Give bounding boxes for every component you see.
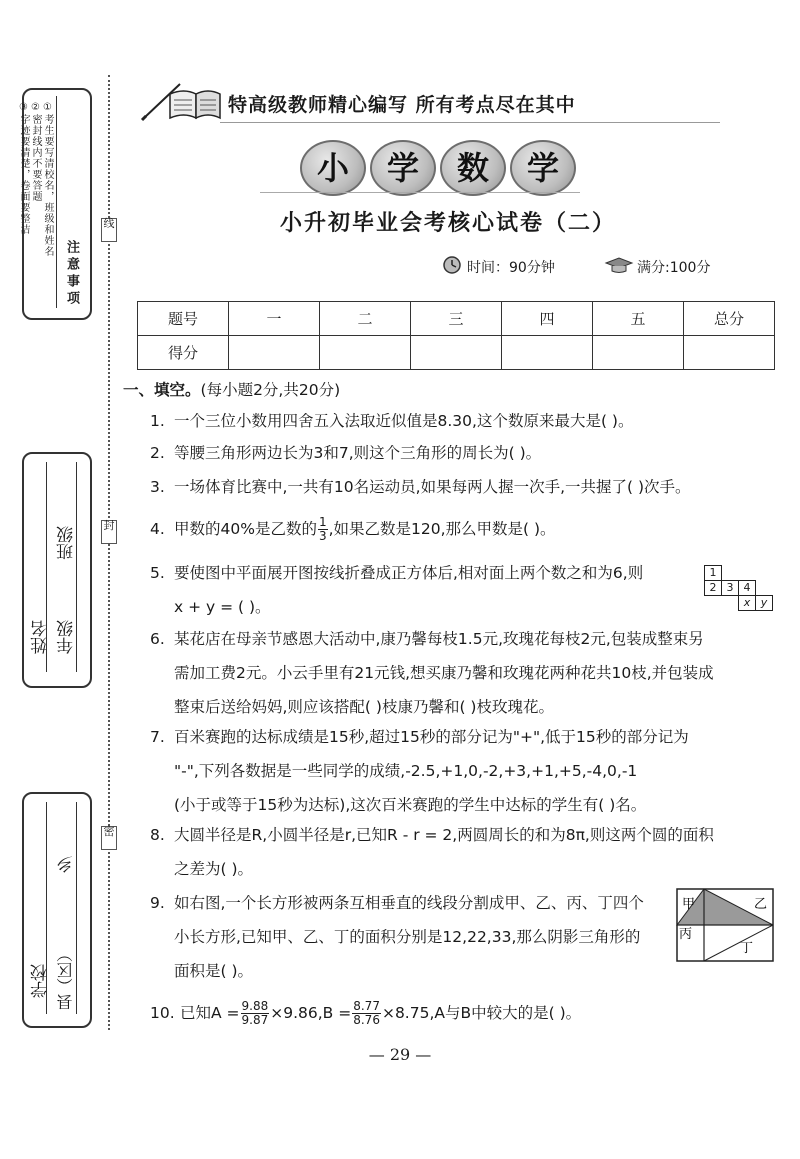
net-cell: 3 xyxy=(721,580,739,596)
region-label-jia: 甲 xyxy=(682,897,696,912)
fraction-numerator: 1 xyxy=(318,515,327,529)
fraction xyxy=(318,516,328,543)
title-char-1: 小 xyxy=(300,140,366,196)
question-text: "-",下列各数据是一些同学的成绩,-2.5,+1,0,-2,+3,+1,+5,-4,0,-1 xyxy=(174,762,638,780)
question-text: 之差为( )。 xyxy=(174,860,254,878)
fraction xyxy=(352,1000,381,1027)
question-text: 一场体育比赛中,一共有10名运动员,如果每两人握一次手,一共握了( )次手。 xyxy=(174,478,691,496)
section-title xyxy=(123,378,340,400)
table-cell: 二 xyxy=(320,302,411,336)
net-cell: 4 xyxy=(738,580,756,596)
question-text: 已知A = xyxy=(180,1004,240,1022)
question-10 xyxy=(150,996,775,1030)
question-text: ×9.86,B = xyxy=(270,1004,352,1022)
question-number: 1. xyxy=(150,412,165,430)
banner-text: 特高级教师精心编写 所有考点尽在其中 xyxy=(228,94,576,116)
class-label: 班级 xyxy=(57,526,77,560)
question-number: 2. xyxy=(150,444,165,462)
question-text: 面积是( )。 xyxy=(174,962,254,980)
score-input-cell[interactable] xyxy=(684,336,775,370)
table-cell: 四 xyxy=(502,302,593,336)
question-number: 7. xyxy=(150,728,165,746)
question-text: 要使图中平面展开图按线折叠成正方体后,相对面上两个数之和为6,则 xyxy=(174,564,644,582)
full-score: 满分:100分 xyxy=(637,260,711,276)
question-2 xyxy=(150,436,775,470)
question-4 xyxy=(150,512,775,546)
net-cell: x xyxy=(738,595,756,611)
score-input-cell[interactable] xyxy=(502,336,593,370)
net-cell: y xyxy=(755,595,773,611)
table-row xyxy=(138,302,775,336)
school-label: 学校 xyxy=(31,964,51,998)
title-char-2: 学 xyxy=(370,140,436,196)
cut-mark-line: 线 xyxy=(101,218,117,242)
net-cell: 1 xyxy=(704,565,722,581)
section-heading: 一、填空。 xyxy=(123,381,201,399)
question-1 xyxy=(150,404,775,438)
grad-cap-icon xyxy=(604,256,634,274)
table-row xyxy=(138,336,775,370)
title-char-4: 学 xyxy=(510,140,576,196)
question-7 xyxy=(150,720,775,822)
notice-line-2: ②密封线内不要答题 xyxy=(30,102,41,202)
rectangle-figure xyxy=(676,888,774,962)
exam-subtitle: 小升初毕业会考核心试卷（二） xyxy=(280,211,617,236)
notice-label: 注意事项 xyxy=(64,240,79,308)
question-text: 如右图,一个长方形被两条互相垂直的线段分割成甲、乙、丙、丁四个 xyxy=(174,894,644,912)
fraction-numerator: 8.77 xyxy=(353,999,380,1013)
exam-time: 时间：90分钟 xyxy=(467,260,555,276)
score-table xyxy=(137,301,775,370)
page-number: — 29 — xyxy=(368,1045,432,1064)
table-cell: 三 xyxy=(411,302,502,336)
score-input-cell[interactable] xyxy=(229,336,320,370)
region-label-yi: 乙 xyxy=(754,897,768,912)
question-number: 4. xyxy=(150,520,165,538)
question-text: x + y = ( )。 xyxy=(174,598,271,616)
question-text: 百米赛跑的达标成绩是15秒,超过15秒的部分记为"+",低于15秒的部分记为 xyxy=(174,728,689,746)
region-label-bing: 丙 xyxy=(679,927,693,942)
table-cell: 题号 xyxy=(138,302,229,336)
table-cell: 得分 xyxy=(138,336,229,370)
question-text: 整束后送给妈妈,则应该搭配( )枝康乃馨和( )枝玫瑰花。 xyxy=(174,698,554,716)
clock-icon xyxy=(440,255,464,275)
grade-label: 年级 xyxy=(57,620,77,654)
question-text: (小于或等于15秒为达标),这次百米赛跑的学生中达标的学生有( )名。 xyxy=(174,796,647,814)
question-number: 8. xyxy=(150,826,165,844)
cut-mark-seal: 封 xyxy=(101,520,117,544)
score-input-cell[interactable] xyxy=(320,336,411,370)
question-8 xyxy=(150,818,775,886)
question-9 xyxy=(150,886,670,988)
fraction-denominator: 9.87 xyxy=(241,1013,269,1027)
table-cell: 一 xyxy=(229,302,320,336)
question-number: 5. xyxy=(150,564,165,582)
fraction xyxy=(241,1000,270,1027)
county-label: 县（区） xyxy=(56,946,75,1010)
question-text: ,如果乙数是120,那么甲数是( )。 xyxy=(328,520,556,538)
header-banner xyxy=(140,78,725,126)
question-number: 10. xyxy=(150,1004,175,1022)
name-label: 姓名 xyxy=(31,620,51,654)
question-text: 等腰三角形两边长为3和7,则这个三角形的周长为( )。 xyxy=(174,444,542,462)
question-text: 小长方形,已知甲、乙、丁的面积分别是12,22,33,那么阴影三角形的 xyxy=(174,928,641,946)
net-cell: 2 xyxy=(704,580,722,596)
fraction-denominator: 8.76 xyxy=(353,1013,380,1027)
section-note: (每小题2分,共20分) xyxy=(200,381,341,399)
region-label-ding: 丁 xyxy=(740,941,754,956)
question-3 xyxy=(150,470,775,504)
question-text: 某花店在母亲节感恩大活动中,康乃馨每枝1.5元,玫瑰花每枝2元,包装成整束另 xyxy=(174,630,704,648)
township-label: 乡 xyxy=(57,856,77,873)
table-cell: 总分 xyxy=(684,302,775,336)
question-text: 大圆半径是R,小圆半径是r,已知R - r = 2,两圆周长的和为8π,则这两个圆的面积 xyxy=(174,826,714,844)
notice-line-1: ①考生要写清校名，班级和姓名 xyxy=(42,102,53,257)
question-text: 需加工费2元。小云手里有21元钱,想买康乃馨和玫瑰花两种花共10枝,并包装成 xyxy=(174,664,714,682)
score-input-cell[interactable] xyxy=(411,336,502,370)
fraction-numerator: 9.88 xyxy=(241,999,269,1013)
question-6 xyxy=(150,622,775,724)
question-text: ×8.75,A与B中较大的是( )。 xyxy=(381,1004,582,1022)
question-number: 3. xyxy=(150,478,165,496)
title-char-3: 数 xyxy=(440,140,506,196)
book-icon xyxy=(140,78,224,126)
cut-mark-secret: 密 xyxy=(101,826,117,850)
question-number: 9. xyxy=(150,894,165,912)
question-text: 一个三位小数用四舍五入法取近似值是8.30,这个数原来最大是( )。 xyxy=(174,412,634,430)
table-cell: 五 xyxy=(593,302,684,336)
notice-line-3: ③字迹要清楚，卷面要整洁 xyxy=(18,102,29,235)
grade-class-box xyxy=(22,452,92,688)
question-number: 6. xyxy=(150,630,165,648)
question-text: 甲数的40%是乙数的 xyxy=(174,520,317,538)
school-box xyxy=(22,792,92,1028)
notice-box xyxy=(18,88,92,320)
score-input-cell[interactable] xyxy=(593,336,684,370)
title-divider xyxy=(260,192,580,193)
question-5 xyxy=(150,556,710,624)
fraction-denominator: 3 xyxy=(318,529,327,543)
